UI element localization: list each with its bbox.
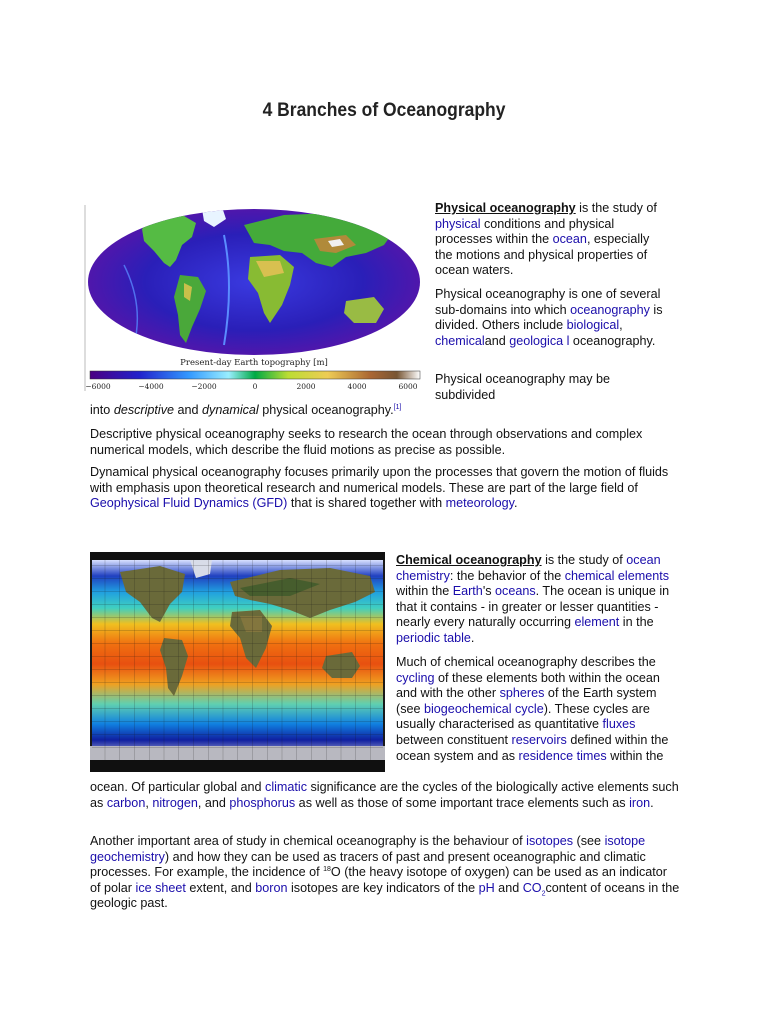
descriptive-paragraph: Descriptive physical oceanography seeks to research the ocean through observations and complex numerical models, which describe the fluid motions as precise as possible. <box>90 427 643 457</box>
physical-subdomains-paragraph: Physical oceanography is one of several sub-domains into which oceanography is divided. Others include biological, chemicaland geologica l oceanography. <box>435 287 663 348</box>
colorbar-tick: 6000 <box>398 382 418 391</box>
colorbar-tick: −2000 <box>191 382 217 391</box>
link-isotopes[interactable]: isotopes <box>526 834 574 848</box>
link-phosphorus[interactable]: phosphorus <box>229 795 296 810</box>
link-nitrogen[interactable]: nitrogen <box>152 795 198 810</box>
earth-topography-map <box>84 205 424 393</box>
chemical-cycling-paragraph: Much of chemical oceanography describes the cycling of these elements both within the ocean and with the other spheres of the Earth system (see biogeochemical cycle). These cycles are usually characterised as quantitative fluxes between constituent reservoirs defined within the ocean system and as residence times within the <box>396 655 669 763</box>
link-ph[interactable]: pH <box>478 880 495 895</box>
link-spheres[interactable]: spheres <box>499 686 545 701</box>
dynamical-paragraph: Dynamical physical oceanography focuses primarily upon the processes that govern the motion of fluids with emphasis upon theoretical research and numerical models. These are part of the large field of Geophysical Fluid Dynamics (GFD) that is shared together with meteorology. <box>90 465 669 511</box>
link-climatic[interactable]: climatic <box>265 780 308 794</box>
colorbar-tick: 0 <box>252 382 258 391</box>
link-gfd[interactable]: Geophysical Fluid Dynamics (GFD) <box>90 496 288 511</box>
link-biological[interactable]: biological <box>566 318 620 333</box>
page-title: 4 Branches of Oceanography <box>262 100 506 121</box>
reference-link[interactable]: [1] <box>393 403 402 411</box>
physical-subdivided-paragraph: Physical oceanography may be subdivided <box>435 372 611 402</box>
sea-surface-temperature-map <box>90 552 385 772</box>
colorbar-tick: −4000 <box>138 382 164 391</box>
link-physical[interactable]: physical <box>435 216 481 231</box>
link-meteorology[interactable]: meteorology <box>445 496 514 511</box>
physical-subdivided-continuation: into descriptive and dynamical physical oceanography.[1] <box>90 403 402 417</box>
colorbar-tick: 4000 <box>347 382 367 391</box>
link-ocean-chemistry[interactable]: ocean chemistry <box>396 553 661 583</box>
link-ocean[interactable]: ocean <box>552 232 587 247</box>
chemical-isotopes-paragraph: Another important area of study in chemical oceanography is the behaviour of isotopes (see isotope geochemistry) and how they can be used as tracers of past and present oceanographic and climatic processes. For example, the incidence of $^{18}$O (the heavy isotope of oxygen) can be used as an indicator of polar ice sheet extent, and boron isotopes are key indicators of the pH and $CO_2content$ of oceans in the geologic past. <box>90 834 680 911</box>
link-iron[interactable]: iron <box>629 795 651 810</box>
link-co2[interactable]: $CO_2$ <box>522 880 546 898</box>
link-oceans[interactable]: oceans <box>495 584 536 599</box>
link-element[interactable]: element <box>574 615 620 630</box>
link-cycling[interactable]: cycling <box>396 670 435 685</box>
topography-caption: Present-day Earth topography [m] <box>180 358 328 368</box>
link-boron[interactable]: boron <box>255 880 288 895</box>
link-isotope-geochemistry[interactable]: isotope geochemistry <box>90 834 646 864</box>
link-reservoirs[interactable]: reservoirs <box>511 732 567 747</box>
link-chemical[interactable]: chemical <box>435 333 485 348</box>
link-earth[interactable]: Earth <box>452 584 483 599</box>
link-biogeochemical-cycle[interactable]: biogeochemical cycle <box>424 701 544 716</box>
link-oceanography[interactable]: oceanography <box>570 302 650 317</box>
colorbar-tick: −6000 <box>85 382 111 391</box>
link-periodic-table[interactable]: periodic table <box>396 630 471 645</box>
colorbar-tick: 2000 <box>296 382 316 391</box>
physical-oceanography-term: Physical oceanography <box>435 201 576 215</box>
link-geological[interactable]: geologica l <box>509 333 570 348</box>
chemical-oceanography-term: Chemical oceanography <box>396 553 542 567</box>
chemical-intro-paragraph: Chemical oceanography is the study of ocean chemistry: the behavior of the chemical elements within the Earth's oceans. The ocean is unique in that it contains - in greater or lesser quantities - nearly every naturally occurring element in the periodic table. <box>396 553 670 645</box>
chemical-elements-paragraph: ocean. Of particular global and climatic significance are the cycles of the biologically active elements such as carbon, nitrogen, and phosphorus as well as those of some important trace elements such as iron. <box>90 780 679 810</box>
link-carbon[interactable]: carbon <box>106 795 146 810</box>
link-fluxes[interactable]: fluxes <box>602 717 636 732</box>
link-ice-sheet[interactable]: ice sheet <box>135 880 186 895</box>
physical-intro-paragraph: Physical oceanography is the study of physical conditions and physical processes within the ocean, especially the motions and physical properties of ocean waters. <box>435 201 657 278</box>
link-residence-times[interactable]: residence times <box>518 748 607 763</box>
link-chemical-elements[interactable]: chemical elements <box>564 568 670 583</box>
